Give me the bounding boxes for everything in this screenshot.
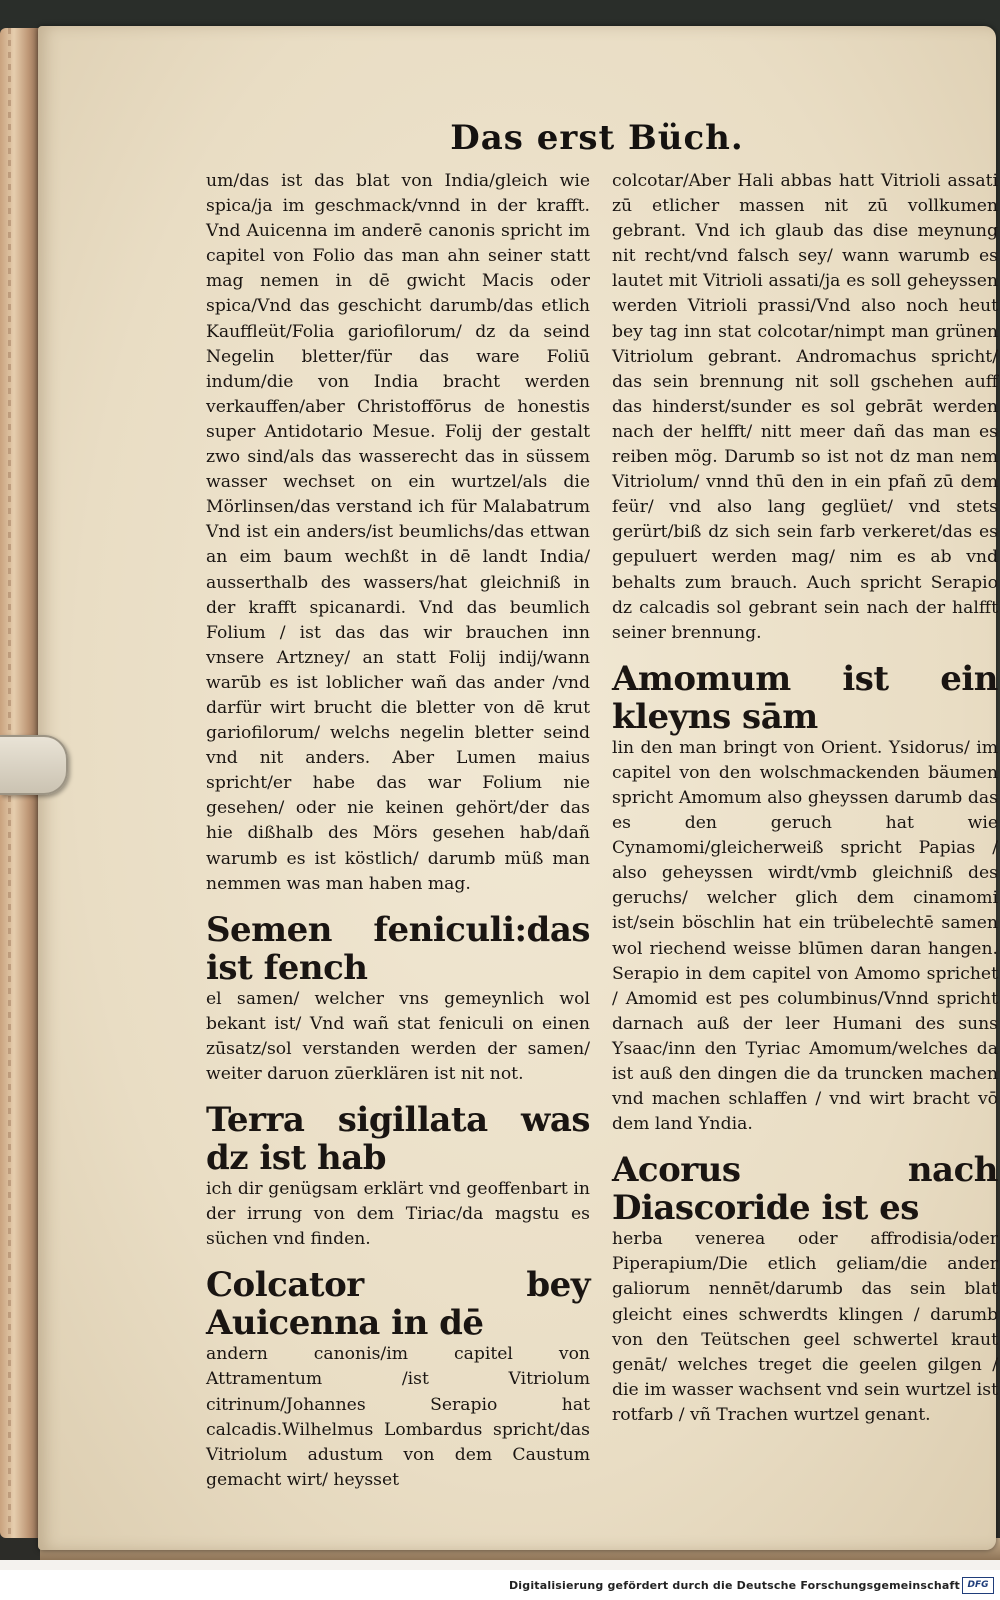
left-column [206, 169, 590, 1501]
paragraph-colcator: andern canonis/im capitel von Attramentum /ist Vitriolum citrinum/Johannes Serapio hat calcadis.Wilhelmus Lombardus spricht/das Vitriolum adustum von dem Caustum gemacht wirt/ heysset [206, 1344, 590, 1490]
paragraph-folium: um/das ist das blat von India/gleich wie spica/ja im geschmack/vnnd in der krafft. Vnd Auicenna im anderē canonis spricht im capitel von Folio das man ahn seiner statt mag nemen in dē gwicht Macis oder spica/Vnd das geschicht darumb/das etlich Kauffleüt/Folia gariofilorum/ dz da seind Negelin bletter/für das ware Foliū indum/die von India bracht werden verkauffen/aber Christoffōrus de honestis super Antidotario Mesue. Folij der gestalt zwo sind/als das wasserecht das in süssem wasser wechset on ein wurtzel/als die Mörlinsen/das verstand ich für Malabatrum Vnd ist ein anders/ist beumlichs/das ettwan an eim baum wechßt in dē landt India/ ausserthalb des wassers/hat gleichniß in der krafft spicanardi. Vnd das beumlich Folium / ist das das wir brauchen inn vnsere Artzney/ an statt Folij indij/wann warūb es ist loblicher wañ das ander /vnd darfür wirt brucht die bletter von dē krut gariofilorum/ welchs negelin bletter seind vnd nit anders. Aber Lumen maius spricht/er habe das war Folium nie gesehen/ oder nie keinen gehört/der das hie dißhalb des Mörs gesehen hab/dañ warumb es ist köstlich/ darumb müß man nemmen was man haben mag. [206, 171, 590, 894]
heading-semen-feniculi: Semen feniculi:das ist fench [206, 909, 590, 988]
bookmark-tab [0, 735, 68, 795]
digitization-footer [0, 1570, 1000, 1600]
paragraph-semen-feniculi: el samen/ welcher vns gemeynlich wol bekant ist/ Vnd wañ stat feniculi on einen zūsatz/sol verstanden werden der samen/ weiter daruon zūerklären ist nit not. [206, 988, 590, 1084]
heading-amomum: Amomum ist ein kleyns sām [612, 658, 998, 737]
book-page [38, 26, 996, 1550]
paragraph-terra-sigillata: ich dir genügsam erklärt vnd geoffenbart in der irrung von dem Tiriac/da magstu es süchen vnd finden. [206, 1179, 590, 1250]
paragraph-colcotar: colcotar/Aber Hali abbas hatt Vitrioli assati zū etlicher massen nit zū vollkumen gebrant. Vnd ich glaub das dise meynung nit recht/vnd falsch sey/ wann warumb es lautet mit Vitrioli assati/ja es soll geheyssen werden Vitrioli prassi/Vnd also noch heut bey tag inn stat colcotar/nimpt man grünen Vitriolum gebrant. Andromachus spricht/ das sein brennung nit soll gschehen auff das hinderst/sunder es sol gebrāt werden nach der helfft/ nitt meer dañ das man es reiben mög. Darumb so ist not dz man nem Vitriolum/ vnnd thū den in ein pfañ zū dem feür/ vnd also lang geglüet/ vnd stets gerürt/biß dz sich sein farb verkeret/das es gepuluert werden mag/ nim es ab vnd behalts zum brauch. Auch spricht Serapio dz calcadis sol gebrant sein nach der halfft seiner brennung. [612, 171, 998, 643]
heading-acorus: Acorus nach Diascoride ist es [612, 1150, 998, 1229]
heading-terra-sigillata: Terra sigillata was dz ist hab [206, 1100, 590, 1179]
funding-credit: Digitalisierung gefördert durch die Deutsche Forschungsgemeinschaft [508, 1579, 960, 1592]
running-head: Das erst Büch. [450, 118, 744, 158]
heading-colcator: Colcator bey Auicenna in dē [206, 1265, 590, 1344]
paragraph-amomum: lin den man bringt von Orient. Ysidorus/ im capitel von den wolschmackenden bäumen spricht Amomum also gheyssen darumb das es den geruch hat wie Cynamomi/gleicherweiß spricht Papias / also geheyssen wirdt/vmb gleichniß des geruchs/ welcher glich dem cinamomi ist/sein böschlin hat ein trübelechtē samen wol riechend weisse blūmen daran hangen. Serapio in dem capitel von Amomo sprichet / Amomid est pes columbinus/Vnnd spricht darnach auß der leer Humani des suns Ysaac/inn den Tyriac Amomum/welches da ist auß den dingen die da truncken machen vnd machen schlaffen / vnd wirt bracht vō dem land Yndia. [612, 737, 998, 1135]
paragraph-acorus: herba venerea oder affrodisia/oder Piperapium/Die etlich geliam/die ander galiorum nennēt/darumb das sein blat gleicht eines schwerdts klingen / darumb von den Teütschen geel schwertel kraut genāt/ welches treget die geelen gilgen / die im wasser wachsent vnd sein wurtzel ist rotfarb / vñ Trachen wurtzel genant. [612, 1229, 998, 1425]
dfg-logo: DFG [962, 1577, 994, 1594]
right-column [612, 169, 998, 1436]
